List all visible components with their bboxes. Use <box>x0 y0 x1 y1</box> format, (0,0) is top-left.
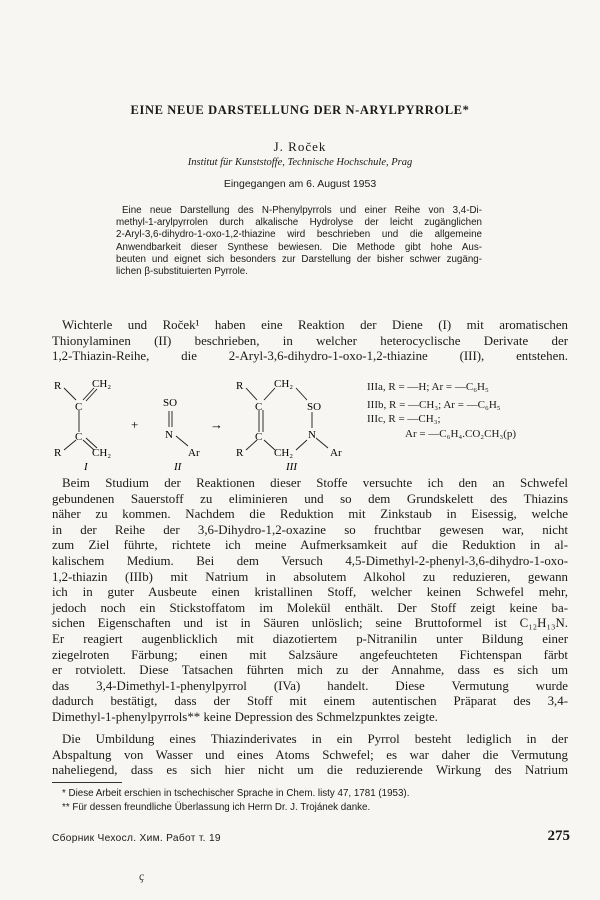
body-line: Dimethyl-1-phenylpyrrols** keine Depression des Schmelzpunktes zeigte. <box>52 709 438 724</box>
label-III: III <box>286 461 297 470</box>
abstract-line: 2-Aryl-3,6-dihydro-1-oxo-1,2-thiazine wird beschrieben und die allgemeine <box>116 229 482 241</box>
scan-mark: ҫ <box>139 869 145 883</box>
diene-ch2-bottom: CH₂ <box>92 447 112 459</box>
label-II: II <box>174 461 182 470</box>
abstract-line: Eine neue Darstellung des N-Phenylpyrrols und einer Reihe von 3,4-Di- <box>122 205 482 216</box>
body-line: kalischem Medium. Bei dem Versuch 4,5-Dimethyl-2-phenyl-3,6-dihydro-1-oxo- <box>52 553 568 568</box>
body-line: 1,2-thiazin (IIIb) mit Natrium in absolutem Alkohol zu reduzieren, gewann <box>52 569 568 584</box>
diene-r-bottom: R <box>54 447 62 459</box>
body-line: naheliegend, dass es sich hier nicht um die reduzierende Wirkung des Natrium <box>52 763 568 778</box>
body-line: Die Umbildung eines Thiazinderivates in ein Pyrrol besteht lediglich in der <box>62 732 568 746</box>
amine-so: SO <box>163 397 178 409</box>
thiazine-c-upper: C <box>255 401 263 413</box>
body-line: gebundenen Sauerstoff zu eliminieren und so dem Grundskelett des Thiazins <box>52 491 568 506</box>
page-number: 275 <box>547 828 570 844</box>
body-line: Abspaltung von Wasser und eines Atoms Schwefel; es war daher die Vermutung <box>52 747 568 762</box>
body-line: ich in guter Ausbeute einen kristallinen Stoff, welcher keinen Schwefel mehr, <box>52 585 568 600</box>
thiazine-r-bottom: R <box>236 447 244 459</box>
footnote: ** Für dessen freundliche Überlassung ich Herrn Dr. J. Trojánek danke. <box>62 802 371 813</box>
received-date: Eingegangen am 6. August 1953 <box>223 178 377 190</box>
diene-ch2-top: CH₂ <box>92 378 112 390</box>
substituent-row: IIIb, R = —CH₃; Ar = —C₆H₅ <box>367 398 501 411</box>
diene-c-lower: C <box>75 431 83 443</box>
body-line: er rotviolett. Diese Tatsachen führten mich zu der Annahme, dass es sich um <box>52 663 568 678</box>
author-institute: Institut für Kunststoffe, Technische Hochschule, Prag <box>187 157 413 168</box>
abstract-line: lichen β-substituierten Pyrrole. <box>116 266 248 278</box>
footnote-rule <box>52 782 122 783</box>
article-title: EINE NEUE DARSTELLUNG DER N-ARYLPYRROLE* <box>130 103 470 117</box>
body-line: das 3,4-Dimethyl-1-phenylpyrrol (IVa) handelt. Diese Vermutung wurde <box>52 678 568 693</box>
abstract <box>116 205 482 278</box>
body-line: ziegelroten Färbung; einen mit Salzsäure angefeuchteten Fichtenspan färbt <box>52 647 568 662</box>
body-line: in der Reihe der 3,6-Dihydro-1,2-oxazine so fruchtbar gewesen war, nicht <box>52 522 568 537</box>
journal-citation: Сборник Чехосл. Хим. Работ т. 19 <box>52 833 221 844</box>
body-line: jedoch noch ein Stickstoffatom im Molekül enthält. Der Stoff zeigt keine ba- <box>52 600 568 615</box>
body-line: näher zu kommen. Nachdem die Reduktion mit Zinkstaub in Eisessig, welche <box>52 507 568 522</box>
diene-r-top: R <box>54 380 62 392</box>
thiazine-r-top: R <box>236 380 244 392</box>
thiazine-ch2-top: CH₂ <box>274 378 294 390</box>
thiazine-so: SO <box>307 401 322 413</box>
substituent-row: IIIa, R = —H; Ar = —C₆H₅ <box>367 381 489 393</box>
amine-n: N <box>165 429 173 441</box>
body-line: Thionylaminen (II) beschrieben, in welcher heterocyclische Derivate der <box>52 333 568 348</box>
thiazine-ar: Ar <box>330 447 342 459</box>
label-I: I <box>84 461 88 470</box>
plus-sign: + <box>131 417 139 432</box>
amine-ar: Ar <box>188 447 200 459</box>
footnote: * Diese Arbeit erschien in tschechischer Sprache in Chem. listy 47, 1781 (1953). <box>62 788 410 799</box>
substituent-row: IIIc, R = —CH₃; <box>367 413 441 425</box>
thiazine-c-lower: C <box>255 431 263 443</box>
body-line: 1,2-Thiazin-Reihe, die 2-Aryl-3,6-dihydro-1-oxo-1,2-thiazine (III), entstehen. <box>52 349 568 364</box>
reaction-arrow: → <box>210 417 223 432</box>
abstract-line: beuten und eignet sich besonders zur Darstellung der bisher schwer zugäng- <box>116 253 482 265</box>
thiazine-ch2-bottom: CH₂ <box>274 447 294 459</box>
body-line: zum Ziel führte, richtete ich meine Aufmerksamkeit auf die Reduktion in al- <box>52 538 568 553</box>
abstract-line: Anwendbarkeit dieser Synthese bewiesen. Die Methode gibt hohe Aus- <box>116 241 482 253</box>
diene-c-upper: C <box>75 401 83 413</box>
body-line: Er reagiert augenblicklich mit diazotiertem p-Nitranilin unter Bildung einer <box>52 631 568 646</box>
paragraph-conversion <box>52 732 568 779</box>
body-line: sichen Eigenschaften und ist in Säuren unlöslich; seine Bruttoformel ist C₁₂H₁₃N. <box>52 616 568 631</box>
body-line: dadurch bestätigt, dass der Stoff mit einem autentischen Präparat des 3,4- <box>52 694 568 709</box>
body-line: Wichterle und Roček¹ haben eine Reaktion der Diene (I) mit aromatischen <box>62 318 568 332</box>
substituent-row: Ar = —C₆H₄.CO₂CH₃(p) <box>405 427 517 440</box>
paragraph-reduction <box>52 476 568 726</box>
body-line: Beim Studium der Reaktionen dieser Stoffe versuchte ich den an Schwefel <box>62 476 568 490</box>
intro-paragraph <box>52 318 568 365</box>
substituent-table <box>367 380 577 441</box>
thiazine-n: N <box>308 429 316 441</box>
author-name: J. Roček <box>273 139 327 154</box>
footnotes <box>62 787 562 815</box>
abstract-line: methyl-1-arylpyrrolen durch alkalische Hydrolyse der leicht zugänglichen <box>116 217 482 229</box>
